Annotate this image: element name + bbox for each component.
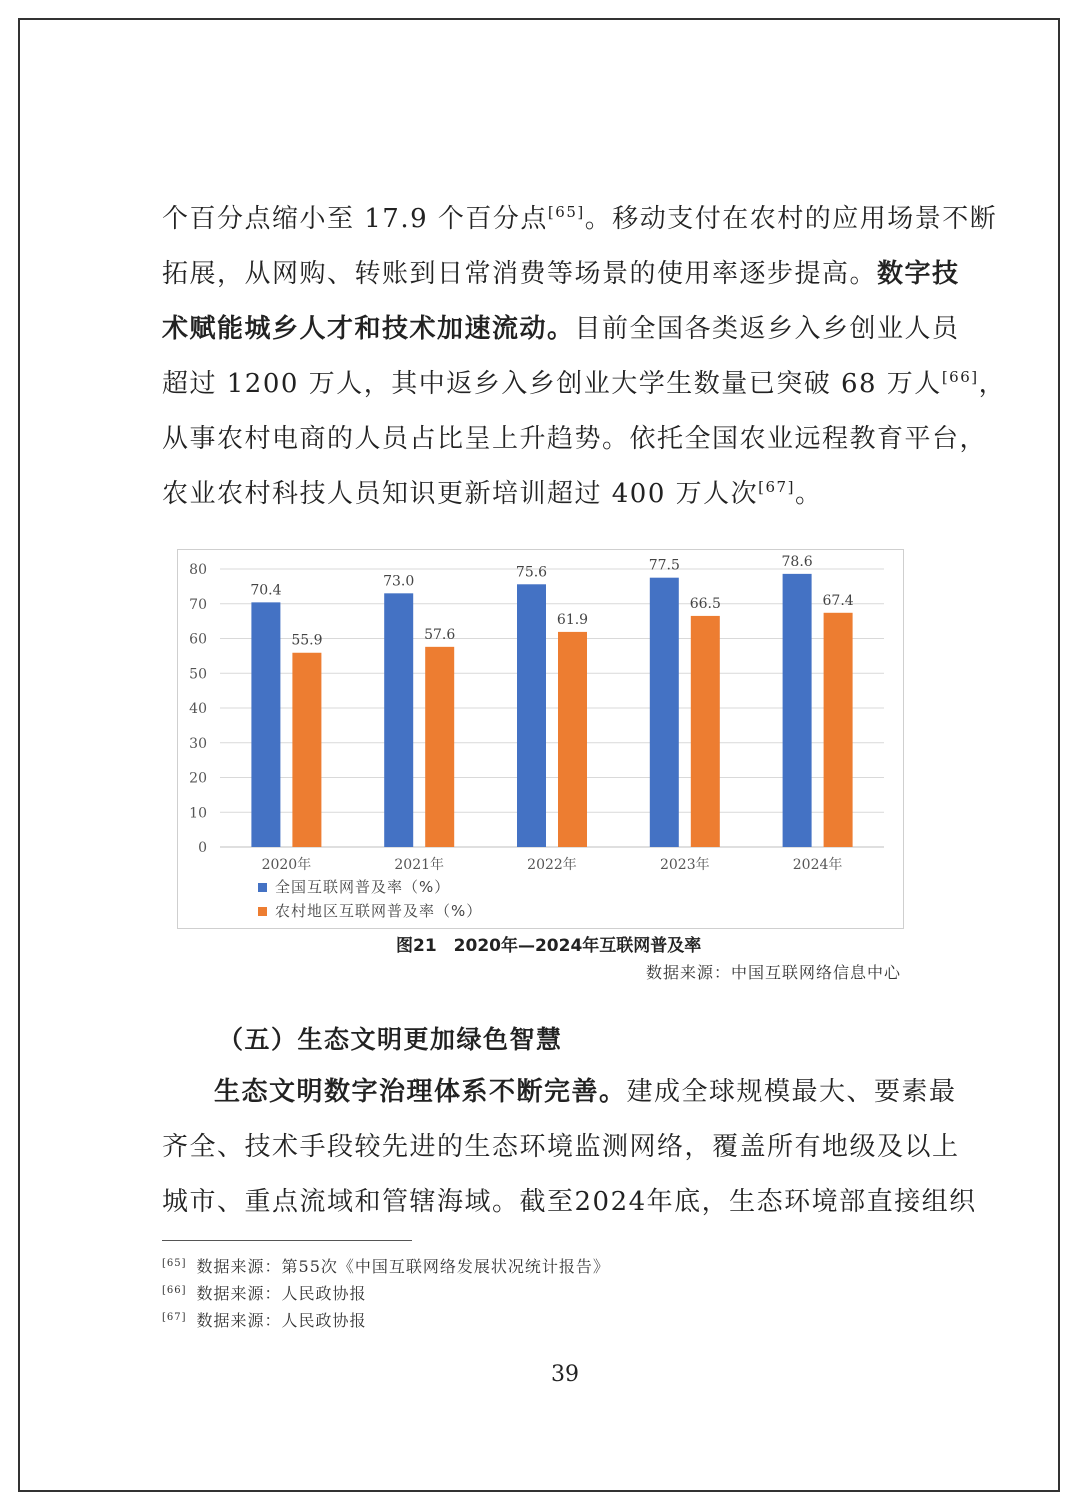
text-line: 超过 1200 万人，其中返乡入乡创业大学生数量已突破 68 万人[66]， — [162, 368, 1007, 399]
x-tick-label: 2020年 — [261, 857, 312, 873]
bar-rural — [425, 647, 454, 847]
y-tick-label: 10 — [189, 805, 207, 822]
bar-rural — [292, 653, 321, 847]
data-label: 73.0 — [383, 573, 415, 590]
bar-national — [517, 584, 546, 847]
y-tick-label: 20 — [189, 770, 207, 787]
legend-item-rural: 农村地区互联网普及率（%） — [258, 900, 482, 921]
text-line: 个百分点缩小至 17.9 个百分点[65]。移动支付在农村的应用场景不断 — [162, 203, 998, 234]
x-tick-label: 2022年 — [527, 857, 577, 873]
text-line: 从事农村电商的人员占比呈上升趋势。依托全国农业远程教育平台， — [162, 424, 988, 454]
data-label: 61.9 — [556, 611, 589, 628]
text-line: 术赋能城乡人才和技术加速流动。目前全国各类返乡入乡创业人员 — [162, 314, 960, 344]
data-label: 67.4 — [822, 592, 854, 609]
bar-rural — [691, 616, 720, 847]
y-tick-label: 60 — [189, 631, 207, 648]
x-tick-label: 2024年 — [792, 857, 843, 873]
section-heading: （五）生态文明更加绿色智慧 — [218, 1025, 563, 1054]
footnote-divider — [162, 1240, 412, 1241]
footnote: [66] 数据来源：人民政协报 — [162, 1284, 367, 1303]
bar-rural — [824, 613, 853, 847]
x-tick-label: 2023年 — [659, 857, 710, 873]
bar-national — [251, 602, 280, 847]
figure-source: 数据来源：中国互联网络信息中心 — [646, 963, 902, 982]
footnote-ref[interactable]: [65] — [547, 203, 585, 221]
legend-swatch — [258, 883, 267, 892]
figure-caption: 图21 2020年—2024年互联网普及率 — [396, 936, 702, 956]
y-tick-label: 0 — [198, 840, 207, 856]
footnote-ref[interactable]: [66] — [941, 368, 979, 386]
text-line: 农业农村科技人员知识更新培训超过 400 万人次[67]。 — [162, 478, 823, 509]
text-line: 齐全、技术手段较先进的生态环境监测网络，覆盖所有地级及以上 — [162, 1132, 960, 1162]
data-label: 55.9 — [291, 632, 323, 649]
text-line: 拓展，从网购、转账到日常消费等场景的使用率逐步提高。数字技 — [162, 259, 960, 289]
data-label: 57.6 — [424, 626, 456, 643]
data-label: 66.5 — [689, 595, 721, 612]
text-line: 城市、重点流域和管辖海域。截至2024年底，生态环境部直接组织 — [162, 1187, 977, 1217]
page-number: 39 — [551, 1362, 579, 1387]
y-tick-label: 70 — [189, 596, 207, 613]
y-tick-label: 80 — [189, 562, 207, 578]
bar-national — [650, 578, 679, 847]
bar-rural — [558, 632, 587, 847]
footnote: [65] 数据来源：第55次《中国互联网络发展状况统计报告》 — [162, 1257, 610, 1276]
bar-national — [384, 593, 413, 847]
footnote: [67] 数据来源：人民政协报 — [162, 1311, 367, 1330]
bar-national — [783, 574, 812, 847]
data-label: 77.5 — [648, 557, 680, 574]
legend-swatch — [258, 907, 267, 916]
body-paragraph — [162, 192, 1007, 522]
body-paragraph — [162, 1065, 977, 1230]
chart-canvas — [178, 550, 905, 930]
y-tick-label: 30 — [189, 735, 207, 752]
legend-item-national: 全国互联网普及率（%） — [258, 876, 450, 897]
data-label: 78.6 — [781, 553, 813, 570]
x-tick-label: 2021年 — [394, 857, 445, 873]
footnote-ref[interactable]: [67] — [758, 478, 795, 496]
bar-chart — [177, 549, 904, 929]
y-tick-label: 50 — [189, 666, 207, 683]
data-label: 70.4 — [250, 582, 282, 599]
y-tick-label: 40 — [189, 701, 207, 717]
data-label: 75.6 — [515, 564, 548, 581]
text-line: 生态文明数字治理体系不断完善。建成全球规模最大、要素最 — [214, 1077, 957, 1107]
